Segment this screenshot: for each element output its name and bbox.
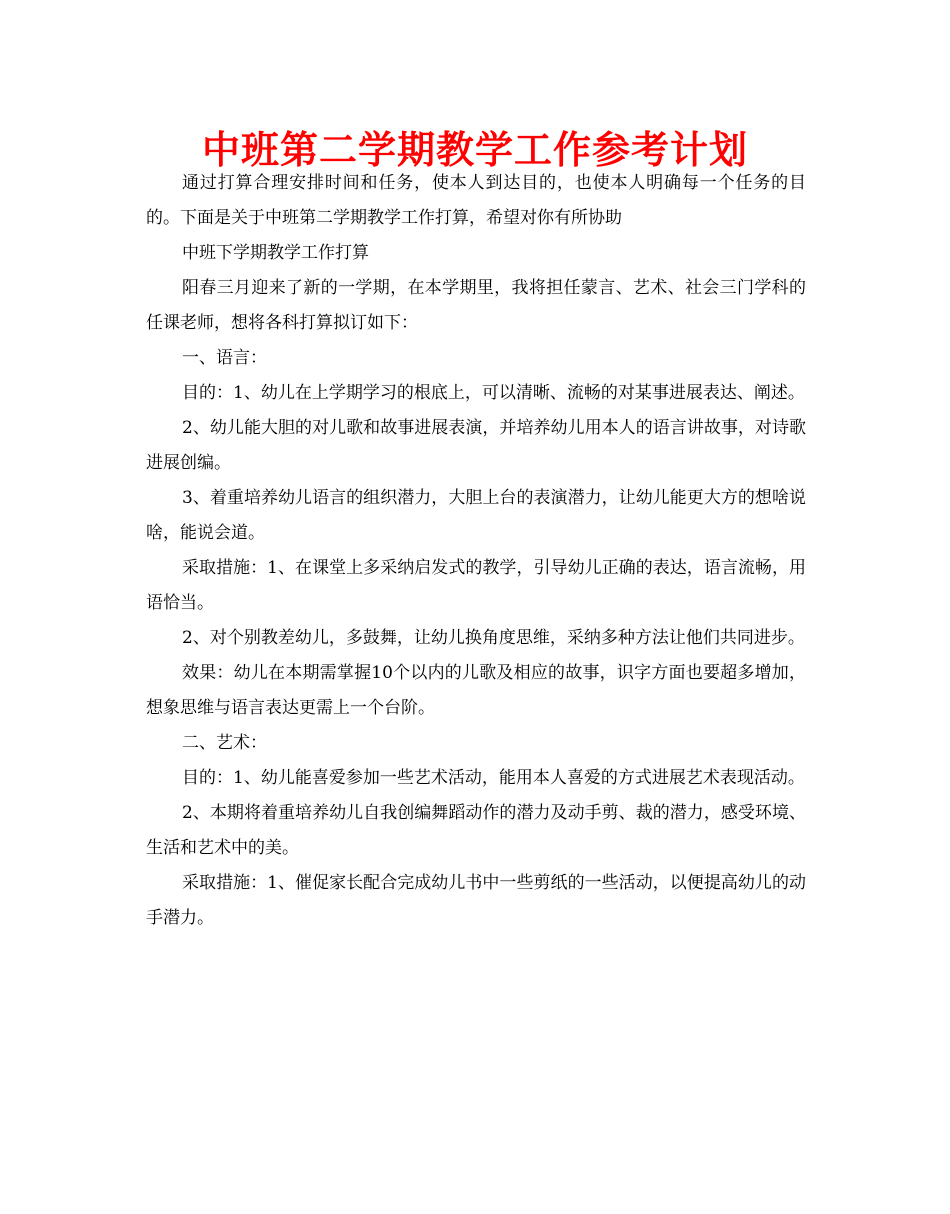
paragraph-language-goal-3: 3、着重培养幼儿语言的组织潜力，大胆上台的表演潜力，让幼儿能更大方的想啥说啥，能说会道。: [146, 488, 806, 543]
paragraph-art-measure-1: 采取措施：1、催促家长配合完成幼儿书中一些剪纸的一些活动，以便提高幼儿的动手潜力。: [146, 873, 806, 928]
document-body: [146, 166, 806, 936]
paragraph-intro: 通过打算合理安排时间和任务，使本人到达目的，也使本人明确每一个任务的目的。下面是关于中班第二学期教学工作打算，希望对你有所协助: [146, 173, 806, 228]
section-heading-art: 二、艺术：: [182, 733, 267, 753]
paragraph-language-measure-1: 采取措施：1、在课堂上多采纳启发式的教学，引导幼儿正确的表达，语言流畅，用语恰当。: [146, 558, 806, 613]
paragraph-language-measure-2: 2、对个别教差幼儿，多鼓舞，让幼儿换角度思维，采纳多种方法让他们共同进步。: [182, 628, 805, 648]
paragraph-art-goal-2: 2、本期将着重培养幼儿自我创编舞蹈动作的潜力及动手剪、裁的潜力，感受环境、生活和艺术中的美。: [146, 803, 806, 858]
paragraph-language-effect: 效果：幼儿在本期需掌握10个以内的儿歌及相应的故事，识字方面也要超多增加，想象思维与语言表达更需上一个台阶。: [146, 663, 806, 718]
paragraph-language-goal-2: 2、幼儿能大胆的对儿歌和故事进展表演，并培养幼儿用本人的语言讲故事，对诗歌进展创编。: [146, 418, 806, 473]
document-title: 中班第二学期教学工作参考计划: [201, 127, 748, 172]
paragraph-art-goal-1: 目的：1、幼儿能喜爱参加一些艺术活动，能用本人喜爱的方式进展艺术表现活动。: [182, 768, 805, 788]
paragraph-plan-heading: 中班下学期教学工作打算: [182, 243, 369, 263]
paragraph-opening: 阳春三月迎来了新的一学期，在本学期里，我将担任蒙言、艺术、社会三门学科的任课老师，想将各科打算拟订如下：: [146, 278, 806, 333]
paragraph-language-goal-1: 目的：1、幼儿在上学期学习的根底上，可以清晰、流畅的对某事进展表达、阐述。: [182, 383, 805, 403]
section-heading-language: 一、语言：: [182, 348, 267, 368]
